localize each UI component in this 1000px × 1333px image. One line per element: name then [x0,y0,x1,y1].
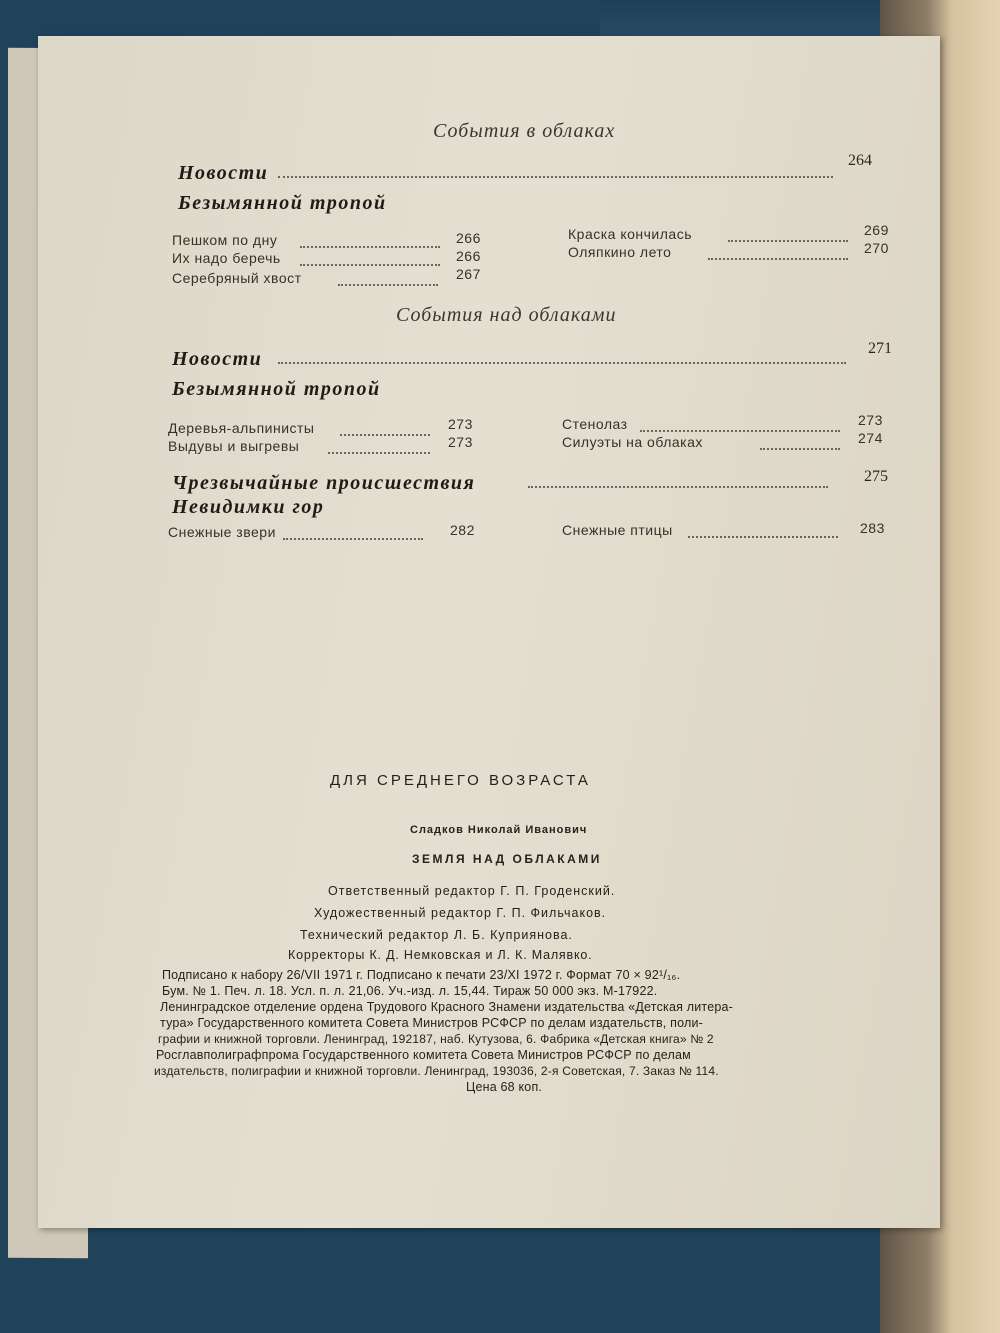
toc-page-number: 264 [848,152,872,169]
toc-page-number: 271 [868,340,892,357]
dot-leader [528,486,828,488]
dot-leader [688,536,838,538]
toc-entry-news-1: Новости [178,162,269,184]
publication-detail-line: Ленинградское отделение ордена Трудового Красного Знамени издательства «Детская литера- [160,1000,734,1014]
dot-leader [278,176,833,178]
section-heading-above-clouds: События над облаками [396,304,617,326]
publication-detail-line: тура» Государственного комитета Совета Министров РСФСР по делам издательств, поли- [160,1016,704,1030]
toc-page-number: 266 [456,230,481,246]
toc-page-number: 274 [858,430,883,446]
publication-detail-line: издательств, полиграфии и книжной торговли. Ленинград, 193036, 2-я Советская, 7. Заказ № 114. [154,1064,719,1078]
credit-line: Художественный редактор Г. П. Фильчаков. [314,906,607,920]
publication-detail-line: Росглавполиграфпрома Государственного комитета Совета Министров РСФСР по делам [156,1048,691,1062]
toc-page-number: 283 [860,520,885,536]
book-page [38,36,940,1228]
toc-entry-news-2: Новости [172,348,263,370]
dot-leader [338,284,438,286]
publication-detail-line: графии и книжной торговли. Ленинград, 192187, наб. Кутузова, 6. Фабрика «Детская книга» № 2 [158,1032,714,1046]
toc-item: Оляпкино лето [568,244,672,260]
dot-leader [340,434,430,436]
toc-page-number: 275 [864,468,888,485]
dot-leader [760,448,840,450]
toc-page-number: 270 [864,240,889,256]
toc-item: Силуэты на облаках [562,434,703,450]
toc-page-number: 267 [456,266,481,282]
toc-item: Снежные птицы [562,522,673,538]
dot-leader [278,362,846,364]
author-name: Сладков Николай Иванович [410,824,588,836]
toc-item: Пешком по дну [172,232,278,248]
dot-leader [300,246,440,248]
toc-entry-trail-2: Безымянной тропой [172,378,381,400]
toc-page-number: 273 [858,412,883,428]
toc-page-number: 273 [448,434,473,450]
price-label: Цена 68 коп. [466,1080,543,1094]
publication-detail-line: Бум. № 1. Печ. л. 18. Усл. п. л. 21,06. Уч.-изд. л. 15,44. Тираж 50 000 экз. М-17922. [162,984,658,998]
toc-item: Снежные звери [168,524,276,540]
toc-page-number: 282 [450,522,475,538]
toc-item: Стенолаз [562,416,628,432]
book-title: ЗЕМЛЯ НАД ОБЛАКАМИ [412,852,602,866]
toc-page-number: 269 [864,222,889,238]
toc-entry-trail-1: Безымянной тропой [178,192,387,214]
section-heading-in-clouds: События в облаках [433,120,616,142]
toc-entry-invisibles: Невидимки гор [172,496,325,518]
credit-line: Ответственный редактор Г. П. Гроденский. [328,884,616,898]
toc-item: Серебряный хвост [172,270,302,286]
credit-line: Корректоры К. Д. Немковская и Л. К. Малявко. [288,948,593,962]
toc-item: Выдувы и выгревы [168,438,300,454]
toc-entry-emergencies: Чрезвычайные происшествия [172,472,476,494]
toc-item: Их надо беречь [172,250,281,266]
publication-detail-line: Подписано к набору 26/VII 1971 г. Подписано к печати 23/XI 1972 г. Формат 70 × 92¹/₁₆. [162,968,681,982]
credit-line: Технический редактор Л. Б. Куприянова. [300,928,573,942]
dot-leader [728,240,848,242]
toc-item: Деревья-альпинисты [168,420,315,436]
dot-leader [283,538,423,540]
dot-leader [328,452,430,454]
audience-label: ДЛЯ СРЕДНЕГО ВОЗРАСТА [330,772,591,789]
toc-page-number: 273 [448,416,473,432]
toc-item: Краска кончилась [568,226,692,242]
dot-leader [640,430,840,432]
dot-leader [708,258,848,260]
toc-page-number: 266 [456,248,481,264]
dot-leader [300,264,440,266]
